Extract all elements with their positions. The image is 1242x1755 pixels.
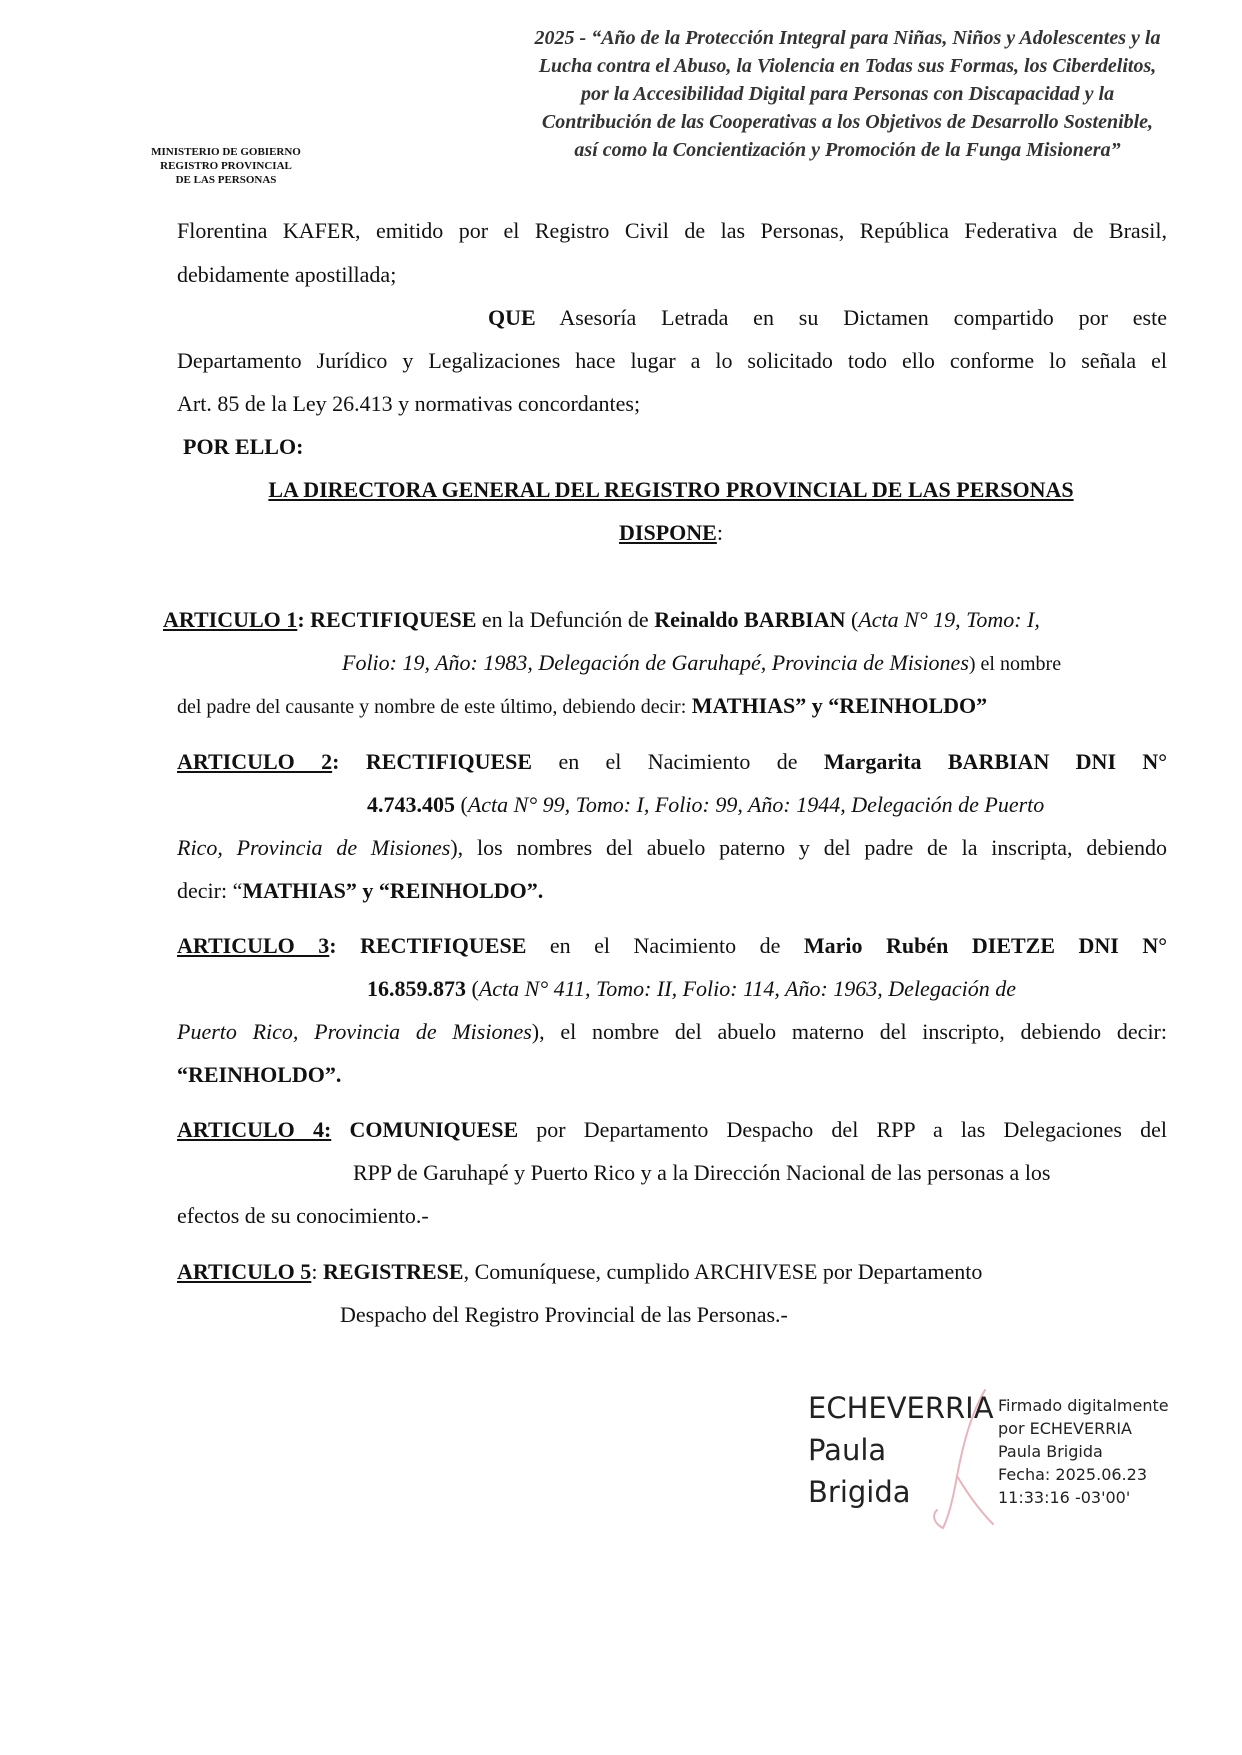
meta-line: por ECHEVERRIA xyxy=(998,1419,1132,1438)
motto-line: Contribución de las Cooperativas a los Objetivos de Desarrollo Sostenible, xyxy=(541,111,1154,133)
person-name: Reinaldo BARBIAN xyxy=(654,607,846,632)
article-verb: RECTIFIQUESE xyxy=(365,749,533,774)
text: por Departamento Despacho del RPP a las Delegaciones del xyxy=(536,1117,1167,1142)
article-verb: REGISTRESE xyxy=(322,1259,464,1284)
paragraph-line xyxy=(488,304,1167,332)
text: Departamento Jurídico y Legalizaciones hace lugar a lo solicitado todo ello conforme lo señala el xyxy=(177,348,1167,373)
article-2-line xyxy=(367,791,1044,819)
signer-name-line: ECHEVERRIA xyxy=(808,1391,994,1425)
article-1-line xyxy=(163,606,1040,634)
motto-line: 2025 - “Año de la Protección Integral para Niñas, Niños y Adolescentes y la xyxy=(534,27,1161,49)
article-verb: COMUNIQUESE xyxy=(349,1117,519,1142)
text: Florentina KAFER, emitido por el Registro Civil de las Personas, República Federativa de Brasil, xyxy=(177,218,1167,243)
text: en la Defunción de xyxy=(481,607,649,632)
paragraph-line xyxy=(177,261,396,289)
motto-line: Lucha contra el Abuso, la Violencia en Todas sus Formas, los Ciberdelitos, xyxy=(538,55,1157,77)
meta-line: Paula Brigida xyxy=(998,1442,1103,1461)
text: ), el nombre del abuelo materno del inscripto, debiendo decir: xyxy=(531,1019,1167,1044)
article-label: ARTICULO 4: xyxy=(177,1117,332,1142)
meta-line: Fecha: 2025.06.23 xyxy=(998,1465,1147,1484)
text: Folio: 19, Año: 1983, Delegación de Garuhapé, Provincia de Misiones xyxy=(342,650,969,675)
que-keyword: QUE xyxy=(488,305,536,330)
text: POR ELLO: xyxy=(183,434,304,459)
names: MATHIAS” y “REINHOLDO” xyxy=(691,693,988,718)
paragraph-line xyxy=(177,217,1167,245)
text: DISPONE xyxy=(619,520,717,545)
person-name: Margarita BARBIAN DNI N° xyxy=(823,749,1168,774)
text: ( xyxy=(471,976,479,1001)
text: Rico, Provincia de Misiones xyxy=(177,835,451,860)
signer-name-line: Brigida xyxy=(808,1475,911,1509)
article-label: ARTICULO 3 xyxy=(177,933,330,958)
directora-heading xyxy=(0,476,1242,504)
article-5-line xyxy=(340,1301,788,1329)
article-label: ARTICULO 1 xyxy=(163,607,298,632)
paragraph-line xyxy=(177,347,1167,375)
article-2-line xyxy=(177,748,1167,776)
signature-metadata xyxy=(998,1394,1169,1509)
article-1-line xyxy=(342,649,1061,678)
article-3-line xyxy=(177,1061,341,1089)
motto-line: por la Accesibilidad Digital para Personas con Discapacidad y la xyxy=(580,83,1115,105)
article-2-line xyxy=(177,877,543,905)
article-1-line xyxy=(177,692,987,721)
por-ello-heading xyxy=(183,433,303,461)
text: LA DIRECTORA GENERAL DEL REGISTRO PROVINCIAL DE LAS PERSONAS xyxy=(268,477,1074,502)
text: Art. 85 de la Ley 26.413 y normativas concordantes; xyxy=(177,391,641,416)
article-4-line xyxy=(177,1202,429,1230)
article-verb: RECTIFIQUESE xyxy=(360,933,527,958)
text: Puerto Rico, Provincia de Misiones xyxy=(177,1019,532,1044)
ministry-line: REGISTRO PROVINCIAL xyxy=(160,160,292,172)
text: ), los nombres del abuelo paterno y del padre de la inscripta, debiendo xyxy=(450,835,1167,860)
article-2-line xyxy=(177,834,1167,862)
text: Acta N° 99, Tomo: I, Folio: 99, Año: 1944, Delegación de Puerto xyxy=(467,792,1045,817)
article-3-line xyxy=(177,1018,1167,1046)
text: : xyxy=(329,933,337,958)
text: del padre del causante y nombre de este último, debiendo decir: xyxy=(177,696,687,718)
text: : xyxy=(332,749,340,774)
ministry-heading xyxy=(120,145,332,187)
paragraph-line xyxy=(177,390,640,418)
digital-signature xyxy=(808,1388,1208,1528)
person-name: Mario Rubén DIETZE DNI N° xyxy=(803,933,1168,958)
article-4-line xyxy=(353,1159,1051,1187)
text: efectos de su conocimiento.- xyxy=(177,1203,429,1228)
article-5-line xyxy=(177,1258,982,1286)
header-motto xyxy=(480,24,1215,164)
text: : xyxy=(311,1259,318,1284)
text: ( xyxy=(460,792,468,817)
text: Asesoría Letrada en su Dictamen compartido por este xyxy=(559,305,1167,330)
article-label: ARTICULO 5 xyxy=(177,1259,312,1284)
article-4-line xyxy=(177,1116,1167,1144)
article-3-line xyxy=(367,975,1016,1003)
signer-name-line: Paula xyxy=(808,1433,887,1467)
text: decir: “ xyxy=(177,878,243,903)
text: : xyxy=(716,520,723,545)
dni-number: 16.859.873 xyxy=(367,976,466,1001)
ministry-line: DE LAS PERSONAS xyxy=(175,174,277,186)
article-3-line xyxy=(177,932,1167,960)
text: en el Nacimiento de xyxy=(549,933,781,958)
article-label: ARTICULO 2 xyxy=(177,749,333,774)
text: Acta N° 19, Tomo: I, xyxy=(858,607,1040,632)
dispone-heading xyxy=(0,519,1242,547)
meta-line: Firmado digitalmente xyxy=(998,1396,1169,1415)
dni-number: 4.743.405 xyxy=(367,792,455,817)
text: Acta N° 411, Tomo: II, Folio: 114, Año: 1963, Delegación de xyxy=(478,976,1016,1001)
ministry-line: MINISTERIO DE GOBIERNO xyxy=(151,146,301,158)
names: MATHIAS” y “REINHOLDO”. xyxy=(242,878,544,903)
text: en el Nacimiento de xyxy=(558,749,798,774)
text: debidamente apostillada; xyxy=(177,262,397,287)
meta-line: 11:33:16 -03'00' xyxy=(998,1488,1131,1507)
names: “REINHOLDO”. xyxy=(177,1062,342,1087)
text: ) el nombre xyxy=(968,653,1062,675)
text: Despacho del Registro Provincial de las Personas.- xyxy=(340,1302,788,1327)
text: , Comuníquese, cumplido ARCHIVESE por Departamento xyxy=(463,1259,983,1284)
motto-line: así como la Concientización y Promoción de la Funga Misionera” xyxy=(574,139,1121,161)
text: ( xyxy=(851,607,859,632)
text: RPP de Garuhapé y Puerto Rico y a la Dirección Nacional de las personas a los xyxy=(353,1160,1051,1185)
text: : xyxy=(297,607,305,632)
article-verb: RECTIFIQUESE xyxy=(310,607,477,632)
